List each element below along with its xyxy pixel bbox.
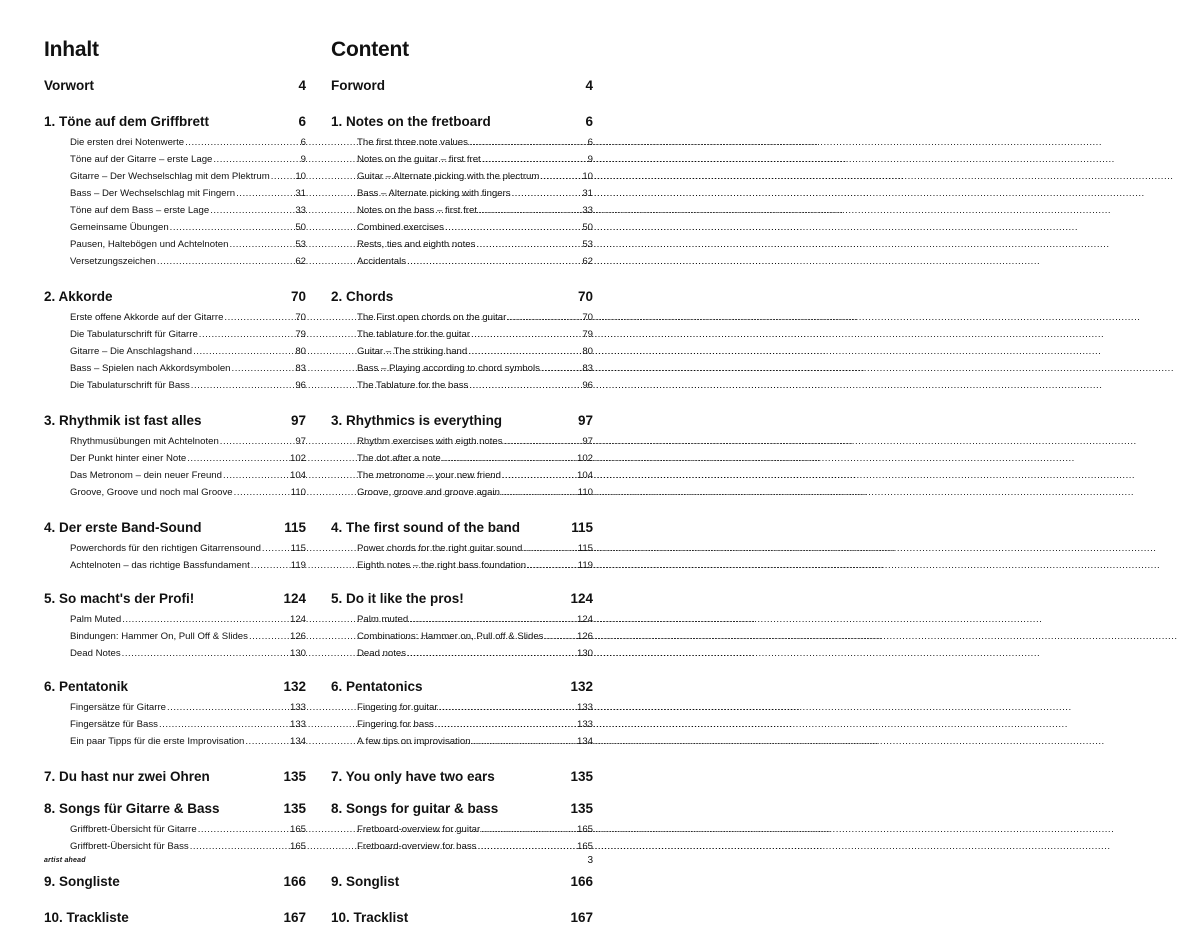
leader-dots (502, 470, 576, 481)
chapter-page: 132 (570, 679, 593, 694)
entry-page: 62 (295, 256, 306, 267)
chapter-page: 167 (283, 910, 306, 925)
chapter-page: 167 (570, 910, 593, 925)
toc-entry[interactable] (357, 631, 593, 648)
toc-entry[interactable] (357, 312, 593, 329)
entry-title: Griffbrett-Übersicht für Bass (70, 841, 189, 852)
leader-dots (409, 614, 576, 625)
toc-entry[interactable] (70, 346, 306, 363)
leader-dots (544, 631, 576, 642)
entry-title: Combinations: Hammer on, Pull off & Slides (357, 631, 544, 642)
leader-dots (442, 453, 576, 464)
entry-page: 130 (576, 648, 593, 659)
chapter-page: 124 (283, 591, 306, 606)
toc-entry[interactable] (70, 239, 306, 256)
chapter-heading[interactable] (331, 114, 593, 134)
entry-page: 53 (295, 239, 306, 250)
entry-title: Gemeinsame Übungen (70, 222, 169, 233)
entry-title: Palm muted (357, 614, 409, 625)
entry-title: Dead notes (357, 648, 407, 659)
entry-title: Eighth notes – the right bass foundation (357, 560, 527, 571)
entry-title: Bass – Alternate picking with fingers (357, 188, 511, 199)
leader-dots (122, 648, 289, 659)
entry-title: Töne auf dem Bass – erste Lage (70, 205, 210, 216)
toc-entry[interactable] (357, 543, 593, 560)
entry-title: Pausen, Haltebögen und Achtelnoten (70, 239, 229, 250)
entry-page: 126 (289, 631, 306, 642)
chapter-page: 70 (577, 289, 593, 304)
chapter-title: 4. Der erste Band-Sound (44, 520, 202, 535)
chapter-title: 6. Pentatonics (331, 679, 423, 694)
entry-title: Bass – Playing according to chord symbols (357, 363, 540, 374)
chapter-heading[interactable] (331, 801, 593, 821)
toc-column-english (331, 38, 593, 930)
entry-page: 133 (576, 702, 593, 713)
toc-body (331, 78, 593, 930)
entry-page: 110 (577, 487, 593, 498)
entry-page: 110 (290, 487, 306, 498)
chapter-title: 9. Songlist (331, 874, 400, 889)
chapter-page: 135 (283, 769, 306, 784)
leader-dots (435, 719, 576, 730)
toc-entry[interactable] (70, 205, 306, 222)
leader-dots (271, 171, 295, 182)
chapter-page: 115 (284, 520, 306, 535)
leader-dots (185, 137, 300, 148)
toc-entry[interactable] (70, 841, 306, 858)
entry-title: Notes on the guitar – first fret (357, 154, 481, 165)
entry-title: Powerchords für den richtigen Gitarrensound (70, 543, 261, 554)
entry-title: Die Tabulaturschrift für Bass (70, 380, 190, 391)
toc-entry[interactable] (357, 453, 593, 470)
toc-entry[interactable] (70, 736, 306, 753)
leader-dots (481, 824, 576, 835)
toc-entry[interactable] (357, 137, 593, 154)
leader-dots (445, 222, 581, 233)
toc-entry[interactable] (357, 719, 593, 736)
chapter-page: 4 (298, 78, 306, 93)
leader-dots (523, 543, 576, 554)
entry-title: Achtelnoten – das richtige Bassfundament (70, 560, 250, 571)
leader-dots (167, 702, 289, 713)
entry-title: Fretboard-overview for guitar (357, 824, 481, 835)
entry-page: 79 (295, 329, 306, 340)
toc-entry[interactable] (70, 487, 306, 504)
entry-title: Rhythm exercises with eigth notes (357, 436, 503, 447)
toc-title: Inhalt (44, 38, 99, 61)
leader-dots (469, 380, 581, 391)
entry-page: 102 (289, 453, 306, 464)
chapter-page: 6 (298, 114, 306, 129)
toc-entry[interactable] (357, 736, 593, 753)
entry-page: 9 (300, 154, 306, 165)
entry-page: 165 (289, 824, 306, 835)
leader-dots (262, 543, 290, 554)
toc-entry[interactable] (357, 256, 593, 273)
entry-title: Guitar – Alternate picking with the plectrum (357, 171, 540, 182)
chapter-page: 135 (283, 801, 306, 816)
chapter-heading[interactable] (44, 591, 306, 611)
toc-entry[interactable] (70, 543, 306, 560)
toc-entry[interactable] (70, 436, 306, 453)
chapter-title: 6. Pentatonik (44, 679, 129, 694)
entry-title: Bass – Der Wechselschlag mit Fingern (70, 188, 236, 199)
leader-dots (540, 171, 581, 182)
publisher-logo: artist ahead (44, 857, 86, 864)
leader-dots (512, 188, 582, 199)
chapter-page: 124 (570, 591, 593, 606)
entry-page: 70 (582, 312, 593, 323)
chapter-page: 115 (571, 520, 593, 535)
chapter-heading[interactable] (331, 413, 593, 433)
leader-dots (469, 137, 587, 148)
leader-dots (407, 256, 581, 267)
entry-title: Guitar – The striking hand (357, 346, 468, 357)
toc-entry[interactable] (357, 614, 593, 631)
chapter-heading[interactable] (44, 910, 306, 930)
leader-dots (159, 719, 289, 730)
entry-title: Versetzungszeichen (70, 256, 156, 267)
toc-entry[interactable] (357, 470, 593, 487)
toc-entry[interactable] (70, 380, 306, 397)
leader-dots (407, 648, 576, 659)
toc-entry[interactable] (357, 702, 593, 719)
chapter-page: 70 (290, 289, 306, 304)
chapter-page: 4 (585, 78, 593, 93)
entry-page: 83 (295, 363, 306, 374)
leader-dots (157, 256, 294, 267)
toc-entry[interactable] (70, 256, 306, 273)
entry-title: Der Punkt hinter einer Note (70, 453, 187, 464)
chapter-page: 166 (570, 874, 593, 889)
entry-page: 130 (289, 648, 306, 659)
entry-title: Fingersätze für Bass (70, 719, 158, 730)
chapter-title: 2. Chords (331, 289, 394, 304)
chapter-heading[interactable] (44, 520, 306, 540)
chapter-title: 3. Rhythmik ist fast alles (44, 413, 202, 428)
leader-dots (245, 736, 289, 747)
toc-column-german (44, 38, 306, 930)
entry-title: Die ersten drei Notenwerte (70, 137, 185, 148)
leader-dots (501, 487, 577, 498)
toc-entry[interactable] (70, 824, 306, 841)
entry-page: 134 (576, 736, 593, 747)
toc-entry[interactable] (357, 154, 593, 171)
entry-title: Notes on the bass – first fret (357, 205, 477, 216)
entry-title: Groove, Groove und noch mal Groove (70, 487, 233, 498)
entry-title: Bass – Spielen nach Akkordsymbolen (70, 363, 231, 374)
toc-entry[interactable] (70, 188, 306, 205)
chapter-heading[interactable] (331, 520, 593, 540)
entry-page: 96 (295, 380, 306, 391)
entry-page: 9 (587, 154, 593, 165)
chapter-title: 9. Songliste (44, 874, 120, 889)
entry-title: Groove, groove and groove again (357, 487, 500, 498)
entry-page: 115 (290, 543, 306, 554)
chapter-page: 97 (577, 413, 593, 428)
leader-dots (251, 560, 290, 571)
entry-page: 97 (295, 436, 306, 447)
toc-entry[interactable] (70, 719, 306, 736)
leader-dots (193, 346, 294, 357)
entry-page: 119 (290, 560, 306, 571)
chapter-title: Vorwort (44, 78, 94, 93)
toc-entry[interactable] (70, 363, 306, 380)
entry-page: 104 (289, 470, 306, 481)
toc-entry[interactable] (357, 487, 593, 504)
leader-dots (504, 436, 582, 447)
entry-title: The tablature for the guitar (357, 329, 471, 340)
toc-entry[interactable] (357, 329, 593, 346)
chapter-heading[interactable] (331, 289, 593, 309)
chapter-title: 1. Töne auf dem Griffbrett (44, 114, 210, 129)
leader-dots (234, 487, 290, 498)
chapter-title: 8. Songs für Gitarre & Bass (44, 801, 220, 816)
leader-dots (439, 702, 576, 713)
toc-body (44, 78, 306, 930)
chapter-heading[interactable] (44, 413, 306, 433)
entry-page: 165 (576, 824, 593, 835)
entry-title: Accidentals (357, 256, 407, 267)
entry-title: The metronome – your new friend (357, 470, 501, 481)
leader-dots (190, 841, 289, 852)
leader-dots (191, 380, 295, 391)
chapter-heading[interactable] (44, 679, 306, 699)
chapter-page: 135 (570, 769, 593, 784)
entry-title: Ein paar Tipps für die erste Improvisation (70, 736, 245, 747)
chapter-heading[interactable] (331, 679, 593, 699)
entry-page: 53 (582, 239, 593, 250)
entry-title: Power chords for the right guitar sound (357, 543, 523, 554)
entry-title: Das Metronom – dein neuer Freund (70, 470, 222, 481)
leader-dots (472, 736, 576, 747)
chapter-title: Forword (331, 78, 385, 93)
leader-dots (482, 154, 587, 165)
entry-title: Töne auf der Gitarre – erste Lage (70, 154, 213, 165)
chapter-title: 10. Trackliste (44, 910, 129, 925)
chapter-title: 1. Notes on the fretboard (331, 114, 491, 129)
entry-page: 104 (576, 470, 593, 481)
toc-title: Content (331, 38, 409, 61)
entry-page: 165 (289, 841, 306, 852)
entry-page: 80 (582, 346, 593, 357)
entry-page: 133 (289, 719, 306, 730)
chapter-title: 3. Rhythmics is everything (331, 413, 503, 428)
chapter-heading[interactable] (331, 874, 593, 894)
toc-entry[interactable] (70, 648, 306, 665)
entry-page: 6 (300, 137, 306, 148)
entry-title: Griffbrett-Übersicht für Gitarre (70, 824, 197, 835)
entry-title: Rhythmusübungen mit Achtelnoten (70, 436, 219, 447)
chapter-heading[interactable] (331, 591, 593, 611)
entry-page: 133 (289, 702, 306, 713)
entry-title: Gitarre – Der Wechselschlag mit dem Plektrum (70, 171, 270, 182)
entry-page: 33 (582, 205, 593, 216)
leader-dots (507, 312, 581, 323)
entry-title: Combined exercises (357, 222, 444, 233)
leader-dots (213, 154, 299, 165)
toc-entry[interactable] (357, 346, 593, 363)
page-number: 3 (587, 855, 593, 866)
entry-page: 50 (582, 222, 593, 233)
toc-entry[interactable] (357, 436, 593, 453)
chapter-heading[interactable] (331, 78, 593, 98)
toc-entry[interactable] (70, 222, 306, 239)
entry-page: 10 (295, 171, 306, 182)
chapter-page: 132 (283, 679, 306, 694)
entry-page: 83 (582, 363, 593, 374)
chapter-title: 8. Songs for guitar & bass (331, 801, 499, 816)
chapter-title: 5. Do it like the pros! (331, 591, 464, 606)
entry-page: 134 (289, 736, 306, 747)
entry-page: 124 (576, 614, 593, 625)
chapter-title: 2. Akkorde (44, 289, 113, 304)
entry-title: A few tips on improvisation (357, 736, 471, 747)
leader-dots (541, 363, 581, 374)
chapter-heading[interactable] (44, 114, 306, 134)
entry-title: Bindungen: Hammer On, Pull Off & Slides (70, 631, 248, 642)
entry-page: 124 (289, 614, 306, 625)
toc-entry[interactable] (357, 171, 593, 188)
toc-entry[interactable] (357, 824, 593, 841)
toc-entry[interactable] (357, 648, 593, 665)
entry-title: The First open chords on the guitar (357, 312, 507, 323)
toc-entry[interactable] (70, 631, 306, 648)
entry-title: The dot after a note (357, 453, 441, 464)
entry-page: 6 (587, 137, 593, 148)
entry-page: 50 (295, 222, 306, 233)
entry-title: Rests, ties and eighth notes (357, 239, 476, 250)
leader-dots (249, 631, 289, 642)
toc-entry[interactable] (357, 560, 593, 577)
leader-dots (229, 239, 294, 250)
toc-entry[interactable] (70, 312, 306, 329)
entry-page: 10 (582, 171, 593, 182)
chapter-title: 5. So macht's der Profi! (44, 591, 195, 606)
toc-entry[interactable] (357, 380, 593, 397)
entry-page: 102 (576, 453, 593, 464)
entry-page: 133 (576, 719, 593, 730)
chapter-heading[interactable] (44, 801, 306, 821)
chapter-title: 4. The first sound of the band (331, 520, 520, 535)
toc-entry[interactable] (357, 222, 593, 239)
leader-dots (468, 346, 581, 357)
chapter-page: 166 (283, 874, 306, 889)
leader-dots (170, 222, 295, 233)
entry-page: 80 (295, 346, 306, 357)
entry-page: 31 (295, 188, 306, 199)
entry-page: 70 (295, 312, 306, 323)
entry-title: Dead Notes (70, 648, 121, 659)
leader-dots (224, 312, 294, 323)
entry-title: Die Tabulaturschrift für Gitarre (70, 329, 198, 340)
leader-dots (232, 363, 295, 374)
leader-dots (198, 824, 289, 835)
leader-dots (477, 841, 576, 852)
entry-title: Fingering for guitar (357, 702, 438, 713)
toc-entry[interactable] (70, 560, 306, 577)
leader-dots (187, 453, 289, 464)
entry-page: 79 (582, 329, 593, 340)
entry-title: Palm Muted (70, 614, 122, 625)
toc-entry[interactable] (70, 171, 306, 188)
leader-dots (476, 239, 581, 250)
chapter-heading[interactable] (331, 910, 593, 930)
toc-entry[interactable] (70, 137, 306, 154)
entry-page: 96 (582, 380, 593, 391)
toc-entry[interactable] (357, 239, 593, 256)
entry-title: Erste offene Akkorde auf der Gitarre (70, 312, 224, 323)
entry-page: 126 (576, 631, 593, 642)
leader-dots (236, 188, 294, 199)
chapter-heading[interactable] (44, 78, 306, 98)
entry-title: Fingering for bass (357, 719, 434, 730)
leader-dots (223, 470, 289, 481)
entry-page: 33 (295, 205, 306, 216)
chapter-page: 97 (290, 413, 306, 428)
chapter-title: 7. You only have two ears (331, 769, 495, 784)
leader-dots (471, 329, 581, 340)
leader-dots (478, 205, 581, 216)
leader-dots (210, 205, 294, 216)
entry-page: 97 (582, 436, 593, 447)
toc-entry[interactable] (70, 614, 306, 631)
leader-dots (220, 436, 295, 447)
entry-page: 115 (577, 543, 593, 554)
chapter-page: 6 (585, 114, 593, 129)
entry-title: Fretboard-overview for bass (357, 841, 477, 852)
toc-entry[interactable] (70, 702, 306, 719)
entry-title: Gitarre – Die Anschlagshand (70, 346, 193, 357)
leader-dots (199, 329, 295, 340)
toc-entry[interactable] (70, 329, 306, 346)
entry-title: Fingersätze für Gitarre (70, 702, 166, 713)
entry-page: 31 (582, 188, 593, 199)
chapter-page: 135 (570, 801, 593, 816)
entry-title: The Tablature for the bass (357, 380, 469, 391)
entry-page: 165 (576, 841, 593, 852)
entry-title: The first three note values (357, 137, 468, 148)
toc-entry[interactable] (357, 188, 593, 205)
leader-dots (122, 614, 289, 625)
toc-entry[interactable] (70, 470, 306, 487)
toc-entry[interactable] (357, 205, 593, 222)
toc-entry[interactable] (357, 841, 593, 858)
chapter-title: 10. Tracklist (331, 910, 409, 925)
chapter-heading[interactable] (331, 769, 593, 789)
chapter-heading[interactable] (44, 769, 306, 789)
leader-dots (527, 560, 577, 571)
toc-entry[interactable] (70, 154, 306, 171)
toc-entry[interactable] (70, 453, 306, 470)
chapter-title: 7. Du hast nur zwei Ohren (44, 769, 210, 784)
chapter-heading[interactable] (44, 289, 306, 309)
entry-page: 62 (582, 256, 593, 267)
toc-entry[interactable] (357, 363, 593, 380)
chapter-heading[interactable] (44, 874, 306, 894)
entry-page: 119 (577, 560, 593, 571)
